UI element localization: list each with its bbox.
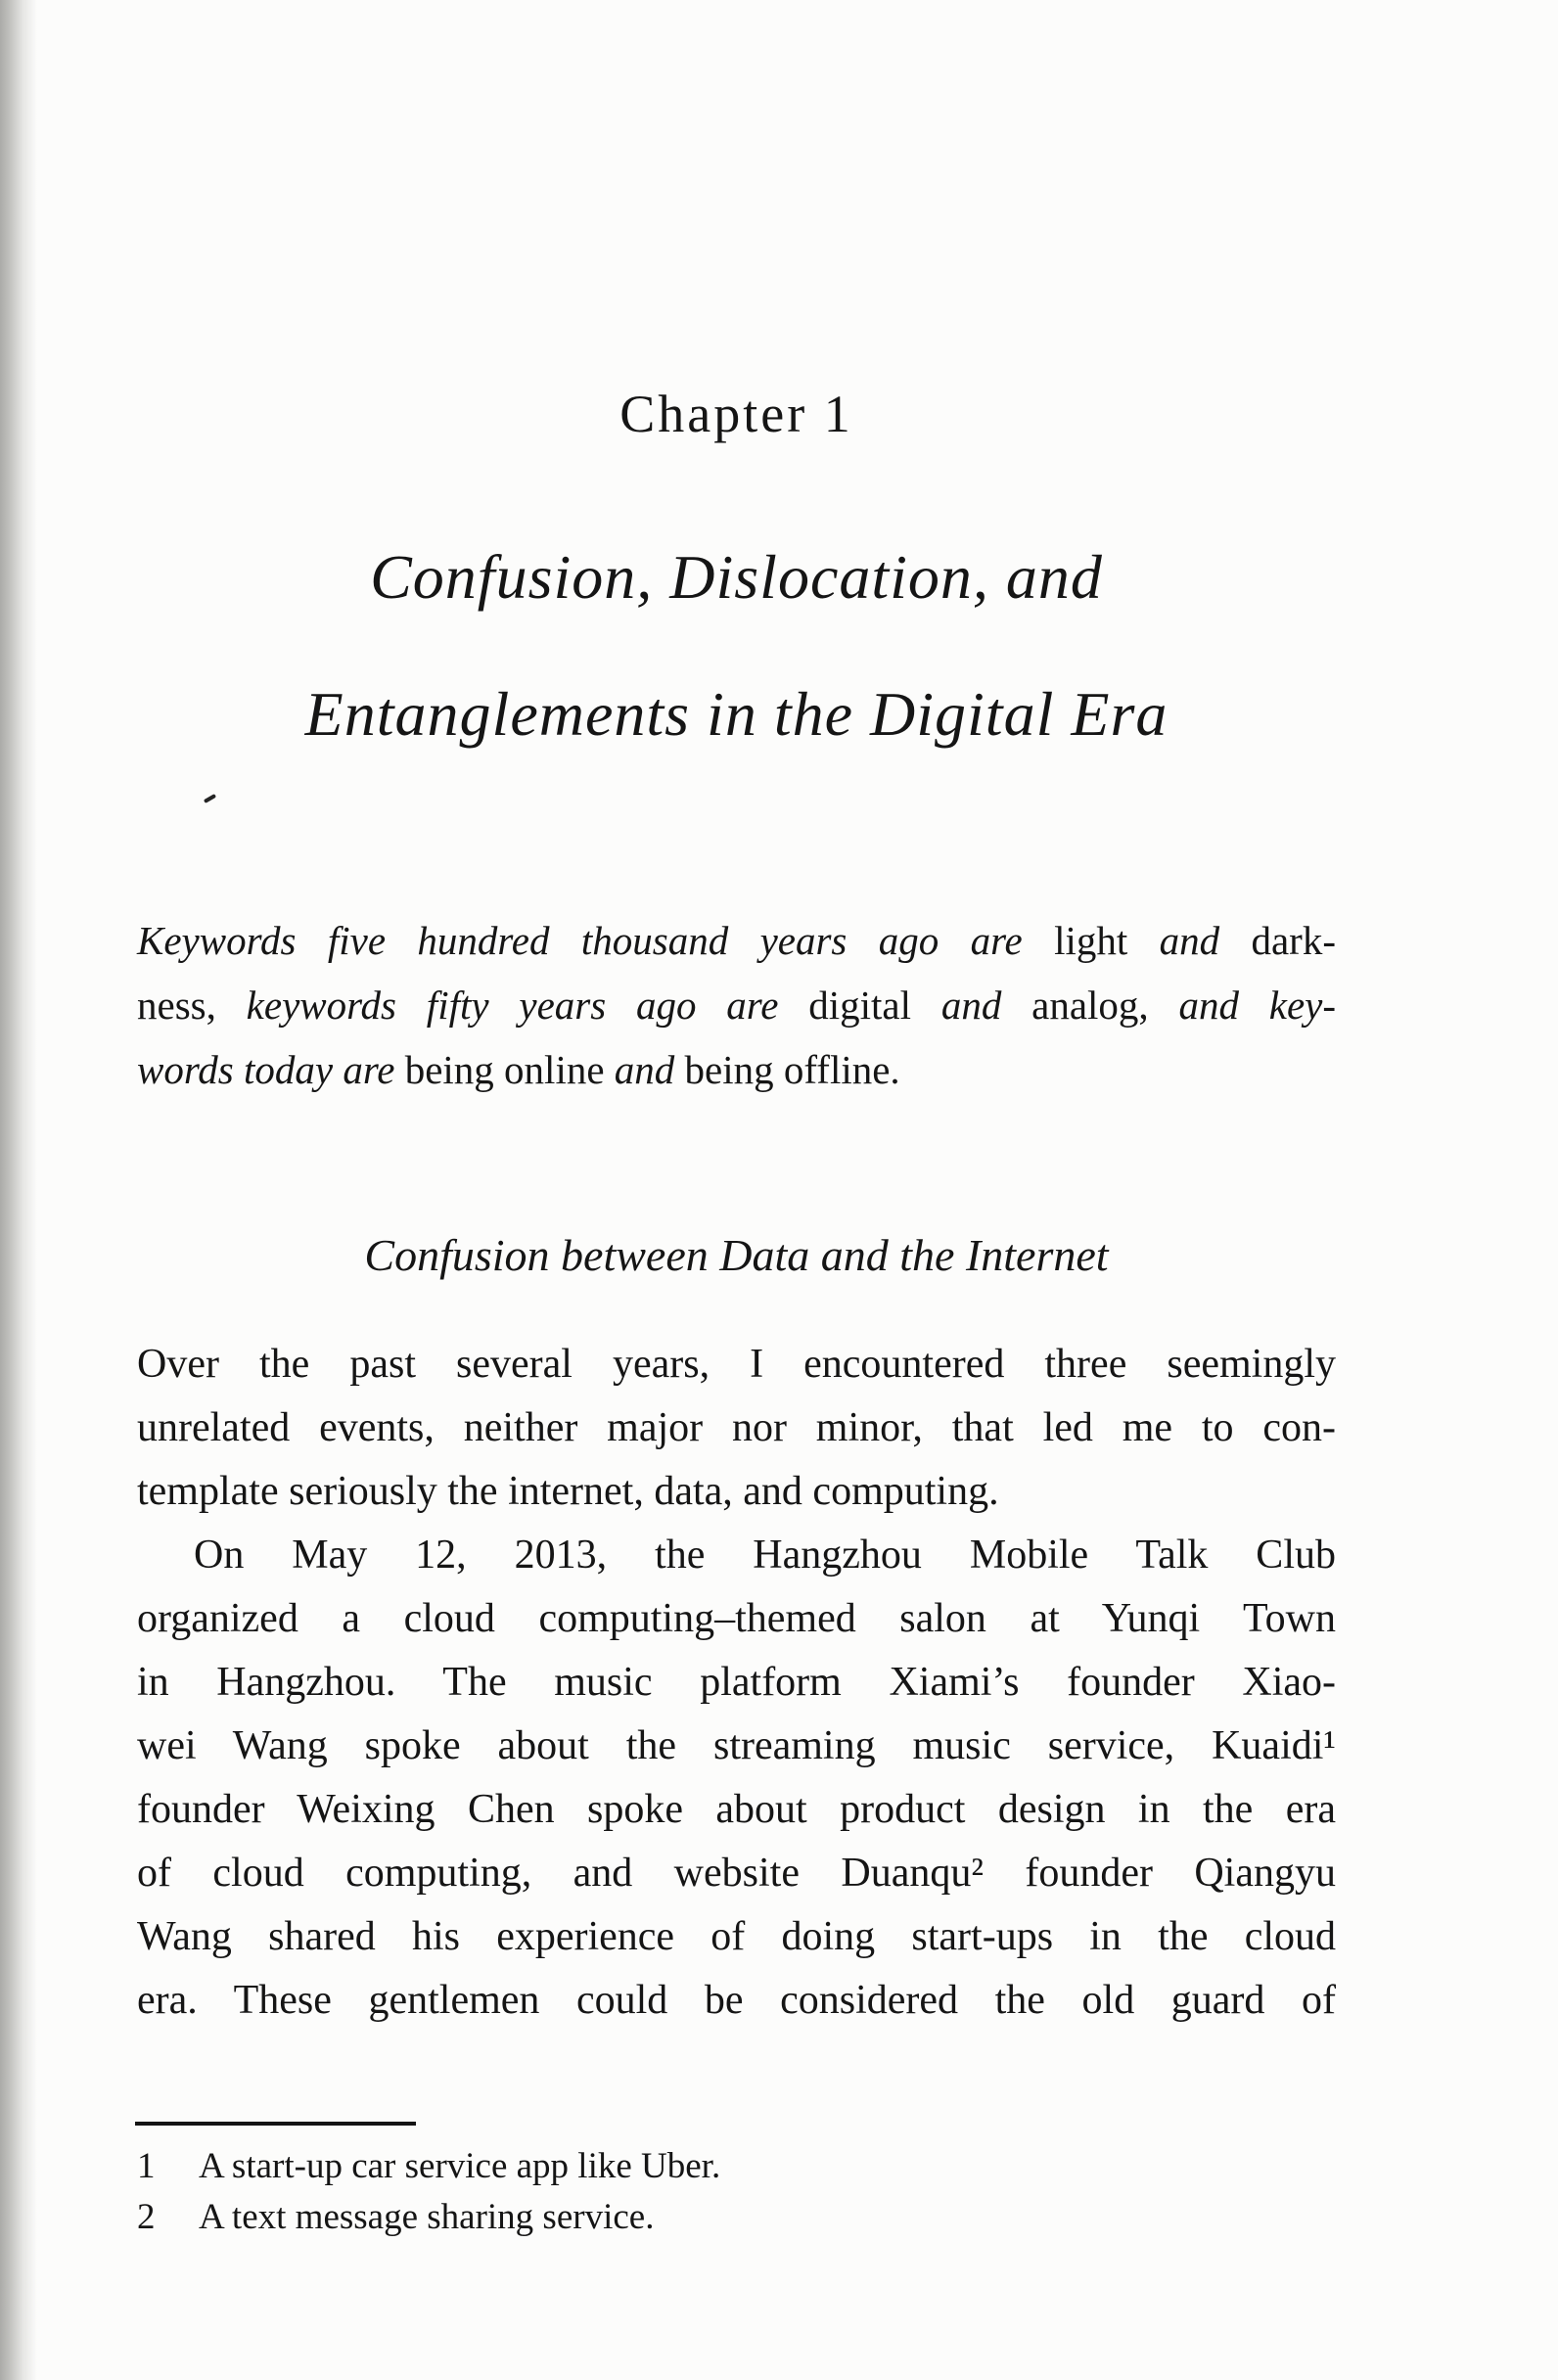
epigraph-italic-segment: and <box>614 1047 685 1092</box>
body-line: era. These gentlemen could be considered the old guard of <box>137 1978 1336 2023</box>
body-line: template seriously the internet, data, and computing. <box>137 1469 999 1514</box>
epigraph-italic-segment: keywords fifty years ago are <box>246 983 809 1028</box>
epigraph-roman-segment: light <box>1054 918 1160 963</box>
footnote-row <box>137 2192 1336 2243</box>
footnote-text: A text message sharing service. <box>199 2197 655 2237</box>
title-line: Confusion, Dislocation, and <box>370 542 1103 612</box>
epigraph-line <box>137 973 1336 1037</box>
body-line: On May 12, 2013, the Hangzhou Mobile Talk Club <box>194 1533 1336 1578</box>
chapter-label: Chapter 1 <box>619 385 853 443</box>
footnote-list <box>137 2141 1336 2243</box>
body-line: in Hangzhou. The music platform Xiami’s founder Xiao- <box>137 1660 1336 1705</box>
body-line: of cloud computing, and website Duanqu² founder Qiangyu <box>137 1851 1336 1896</box>
epigraph-italic-segment: Keywords five hundred thousand years ago are <box>137 918 1055 963</box>
footnote-row <box>137 2141 1336 2192</box>
section-heading: Confusion between Data and the Internet <box>364 1230 1109 1280</box>
body-line: Wang shared his experience of doing start-ups in the cloud <box>137 1914 1336 1959</box>
epigraph-roman-segment: digital <box>808 983 941 1028</box>
epigraph-roman-segment: analog, <box>1031 983 1179 1028</box>
epigraph-italic-segment: and <box>940 983 1032 1028</box>
title-line: Entanglements in the Digital Era <box>304 679 1168 749</box>
epigraph-italic-segment: words today are <box>137 1047 405 1092</box>
footnote-rule <box>135 2122 416 2126</box>
footnote-marker: 1 <box>137 2146 156 2186</box>
body-line: Over the past several years, I encountered three seemingly <box>137 1342 1336 1387</box>
footnote-marker: 2 <box>137 2197 156 2237</box>
body-line: unrelated events, neither major nor minor, that led me to con- <box>137 1405 1336 1450</box>
scan-speck <box>204 794 216 803</box>
epigraph <box>137 908 1336 1102</box>
epigraph-italic-segment: and key- <box>1178 983 1337 1028</box>
epigraph-roman-segment: being offline. <box>684 1047 900 1092</box>
epigraph-roman-segment: ness, <box>137 983 247 1028</box>
chapter-title <box>137 509 1336 783</box>
body-text <box>137 1333 1336 2033</box>
epigraph-italic-segment: and <box>1159 918 1252 963</box>
body-line: founder Weixing Chen spoke about product design in the era <box>137 1787 1336 1832</box>
footnote-text: A start-up car service app like Uber. <box>199 2146 721 2186</box>
body-line: wei Wang spoke about the streaming music service, Kuaidi¹ <box>137 1723 1336 1768</box>
epigraph-line <box>137 908 1336 973</box>
epigraph-roman-segment: dark- <box>1251 918 1336 963</box>
gutter-shadow <box>0 0 37 2380</box>
epigraph-line <box>137 1037 1336 1102</box>
body-line: organized a cloud computing–themed salon at Yunqi Town <box>137 1596 1336 1641</box>
epigraph-roman-segment: being online <box>404 1047 615 1092</box>
